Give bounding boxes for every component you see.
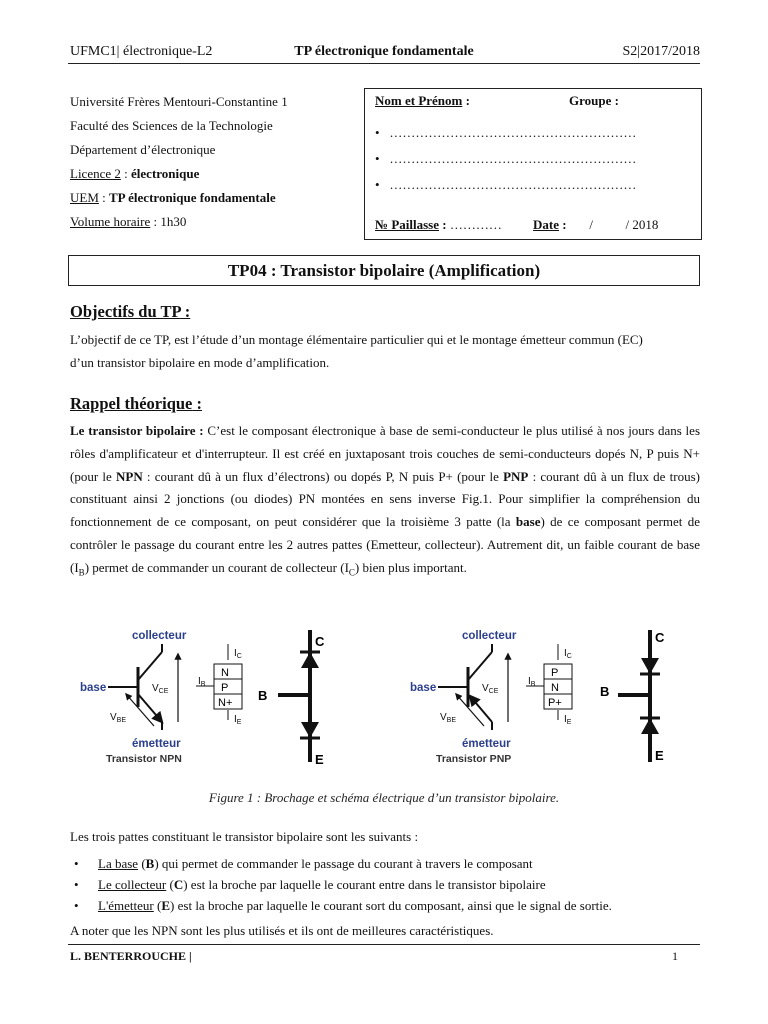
uem-label: UEM — [70, 190, 99, 205]
pnp-pin-c: C — [655, 630, 665, 645]
list-item: • Le collecteur (C) est la broche par laquelle le courant entre dans le transistor bipolaire — [74, 877, 546, 892]
npn-diode-upper — [301, 652, 319, 668]
pnp-name: Transistor PNP — [436, 753, 512, 765]
header-left: UFMC1| électronique-L2 — [70, 44, 213, 59]
npn-name: Transistor NPN — [106, 753, 182, 765]
pnp-layers — [526, 644, 572, 726]
pnp-layer-p-plus-text: P+ — [548, 697, 562, 709]
npn-ib-label: $I_B$ — [198, 676, 206, 688]
pnp-pin-e: E — [655, 748, 664, 763]
list-item: • L'émetteur (E) est la broche par laquelle le courant sort du composant, ainsi que le signal de sortie. — [74, 898, 612, 913]
objectives-text: L’objectif de ce TP, est l’étude d’un montage élémentaire particulier qui et le montage émetteur commun (EC) d’un transistor bipolaire en mode d’amplification. — [70, 332, 643, 370]
paillasse-field[interactable]: ………… — [449, 217, 502, 232]
theory-heading: Rappel théorique : — [70, 394, 203, 413]
uem-value: TP électronique fondamentale — [109, 190, 276, 205]
footer-author: L. BENTERROUCHE | — [70, 949, 192, 963]
pnp-ic-label: $I_C$ — [564, 648, 572, 660]
pnp-layer-n-text: N — [551, 682, 559, 694]
npn-layer-p-text: P — [221, 682, 229, 694]
paillasse-label: № Paillasse — [375, 217, 439, 232]
npn-ic-label: $I_C$ — [234, 648, 242, 660]
institution-block — [70, 90, 288, 234]
student-id-box — [364, 88, 702, 240]
pnp-vce-label: $V_{CE}$ — [482, 683, 499, 695]
npn-collector-lead — [138, 652, 162, 680]
pnp-symbol — [410, 630, 517, 765]
figure-caption: Figure 1 : Brochage et schéma électrique d’un transistor bipolaire. — [208, 790, 560, 805]
licence-label: Licence 2 — [70, 166, 121, 181]
page-number: 1 — [672, 949, 678, 963]
pnp-ie-label: $I_E$ — [564, 714, 572, 726]
pnp-diode-lower — [641, 718, 659, 734]
npn-vce-label: $V_{CE}$ — [152, 683, 169, 695]
date-field[interactable]: / / 2018 — [589, 217, 659, 232]
npn-ie-label: $I_E$ — [234, 714, 242, 726]
npn-base-label: base — [80, 682, 107, 694]
theory-paragraph: Le transistor bipolaire : C’est le composant électronique à base de semi-conducteur le plus utilisé à nos jours dans les rôles d'amplificateur et d'interrupteur. Il est créé en juxtaposant trois couches de semi-conducteurs dopés N, P puis N+ (pour le NPN : courant dû à un flux d’électrons) ou dopés P, N puis P+ (pour le PNP : courant dû à un flux de trous) constituant ainsi 2 jonctions (ou diodes) PN montées en sens inverse Fig.1. Pour simplifier la compréhension du fonctionnement de ce composant, on peut considérer que la troisième 3 patte (la base) de ce composant permet de contrôler le passage du courant entre les 2 autres pattes (Emetteur, collecteur). Autrement dit, un faible courant de base $(I_B)$ permet de commander un courant de collecteur $(I_C)$ bien plus important. — [70, 423, 701, 578]
group-label: Groupe : — [569, 93, 619, 108]
npn-symbol — [80, 630, 187, 765]
licence-value: électronique — [131, 166, 200, 181]
pins-note: A noter que les NPN sont les plus utilisés et ils ont de meilleures caractéristiques. — [70, 923, 494, 938]
npn-collector-label: collecteur — [132, 630, 187, 642]
pnp-emitter-label: émetteur — [462, 738, 511, 750]
university: Université Frères Mentouri-Constantine 1 — [70, 94, 288, 109]
npn-emitter-label: émetteur — [132, 738, 181, 750]
uem-line: UEM : TP électronique fondamentale — [70, 190, 276, 205]
volume-line: Volume horaire : 1h30 — [70, 214, 187, 229]
faculty: Faculté des Sciences de la Technologie — [70, 118, 273, 133]
npn-vbe-label: $V_{BE}$ — [110, 712, 127, 724]
tp-title: TP04 : Transistor bipolaire (Amplification) — [68, 255, 700, 286]
pnp-ib-label: $I_B$ — [528, 676, 536, 688]
name-field-1[interactable]: • ………………………………………………… — [375, 125, 637, 140]
date-label: Date — [533, 217, 559, 232]
npn-diode-schematic — [258, 630, 325, 767]
npn-vbe-arrow — [126, 694, 154, 726]
pnp-diode-schematic — [600, 630, 665, 763]
npn-layer-n-text: N — [221, 667, 229, 679]
pnp-emitter-arrow — [470, 696, 492, 722]
pnp-pin-b: B — [600, 684, 610, 699]
figure-transistor — [60, 622, 710, 772]
npn-layers — [196, 644, 242, 726]
pins-list — [70, 853, 700, 916]
npn-pin-c: C — [315, 634, 325, 649]
pins-section — [70, 826, 700, 941]
pnp-diode-upper — [641, 658, 659, 674]
department: Département d’électronique — [70, 142, 216, 157]
name-line: Nom et Prénom : — [375, 93, 470, 108]
header-right: S2|2017/2018 — [622, 44, 700, 59]
volume-label: Volume horaire — [70, 214, 151, 229]
npn-pin-b: B — [258, 688, 268, 703]
date-line: Date : / / 2018 — [533, 217, 659, 232]
pins-intro: Les trois pattes constituant le transistor bipolaire sont les suivants : — [70, 829, 419, 844]
pnp-vbe-label: $V_{BE}$ — [440, 712, 457, 724]
name-field-3[interactable]: • ………………………………………………… — [375, 177, 637, 192]
footer-rule — [68, 944, 700, 945]
name-label: Nom et Prénom — [375, 93, 463, 108]
licence-line: Licence 2 : électronique — [70, 166, 200, 181]
header-center: TP électronique fondamentale — [294, 44, 474, 59]
volume-value: 1h30 — [160, 214, 187, 229]
npn-layer-n-plus-text: N+ — [218, 697, 233, 709]
pnp-collector-label: collecteur — [462, 630, 517, 642]
npn-pin-e: E — [315, 752, 324, 767]
npn-diode-lower — [301, 722, 319, 738]
paillasse-line: № Paillasse : ………… — [375, 217, 502, 232]
objectives-heading: Objectifs du TP : — [70, 302, 191, 321]
pnp-vbe-arrow — [456, 694, 484, 726]
header-rule — [68, 63, 700, 64]
pnp-collector-lead — [468, 652, 492, 680]
name-field-2[interactable]: • ………………………………………………… — [375, 151, 637, 166]
pnp-layer-p-text: P — [551, 667, 559, 679]
list-item: • La base (B) qui permet de commander le passage du courant à travers le composant — [74, 856, 533, 871]
npn-emitter-arrow — [138, 694, 162, 722]
pnp-base-label: base — [410, 682, 437, 694]
